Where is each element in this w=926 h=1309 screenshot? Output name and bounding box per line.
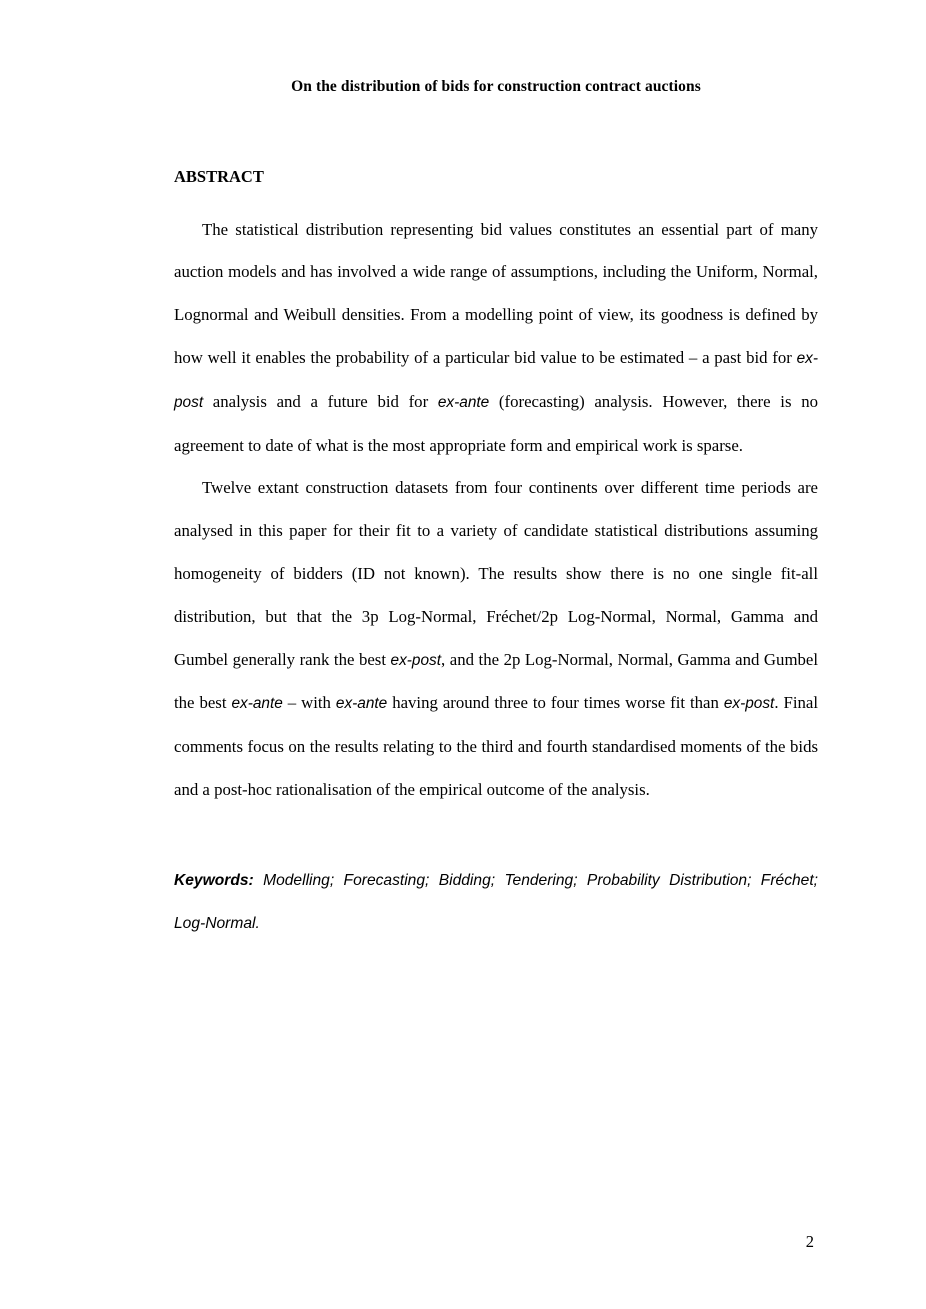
- page-number: 2: [805, 1232, 814, 1251]
- paragraph-2-emphasis-2: ex-ante: [231, 695, 283, 713]
- paragraph-1-emphasis-2: ex-ante: [437, 393, 490, 411]
- page-content: [174, 78, 818, 961]
- abstract-paragraph-1: [174, 209, 818, 468]
- paragraph-2-emphasis-4: ex-post: [723, 695, 775, 713]
- paragraph-2-segment-5: . Final comments focus on the results relating to the third and fourth standardised moments of the bids and a post-hoc rationalisation of the empirical outcome of the analysis.: [174, 693, 818, 799]
- keywords-value: Modelling; Forecasting; Bidding; Tendering; Probability Distribution; Fréchet; Log-Normal.: [174, 871, 818, 932]
- paragraph-1-emphasis-1: ex-post: [174, 349, 818, 411]
- paragraph-2-segment-1: Twelve extant construction datasets from four continents over different time periods are analysed in this paper for their fit to a variety of candidate statistical distributions assuming homogeneity of bidders (ID not known). The results show there is no one single fit-all distribution, but that the 3p Log-Normal, Fréchet/2p Log-Normal, Normal, Gamma and Gumbel generally rank the best: [174, 478, 818, 669]
- page-title: On the distribution of bids for construction contract auctions: [291, 78, 701, 95]
- keywords-line: [174, 860, 818, 946]
- paragraph-2-segment-4: having around three to four times worse fit than: [387, 693, 724, 713]
- paragraph-1-segment-3: (forecasting) analysis. However, there is no agreement to date of what is the most appropriate form and empirical work is sparse.: [174, 391, 818, 455]
- paragraph-1-segment-1: The statistical distribution representing bid values constitutes an essential part of many auction models and has involved a wide range of assumptions, including the Uniform, Normal, Lognormal and Weibull densities. From a modelling point of view, its goodness is defined by how well it enables the probability of a particular bid value to be estimated – a past bid for: [174, 219, 818, 367]
- paragraph-2-segment-3: – with: [282, 693, 336, 713]
- paragraph-2-emphasis-1: ex-post: [390, 651, 442, 669]
- paragraph-2-emphasis-3: ex-ante: [335, 695, 388, 713]
- paragraph-1-segment-2: analysis and a future bid for: [203, 391, 438, 411]
- keywords-label: Keywords:: [174, 871, 254, 889]
- abstract-paragraph-2: [174, 467, 818, 811]
- paragraph-2-segment-2: , and the 2p Log-Normal, Normal, Gamma and Gumbel the best: [174, 649, 818, 713]
- abstract-heading: ABSTRACT: [174, 166, 264, 186]
